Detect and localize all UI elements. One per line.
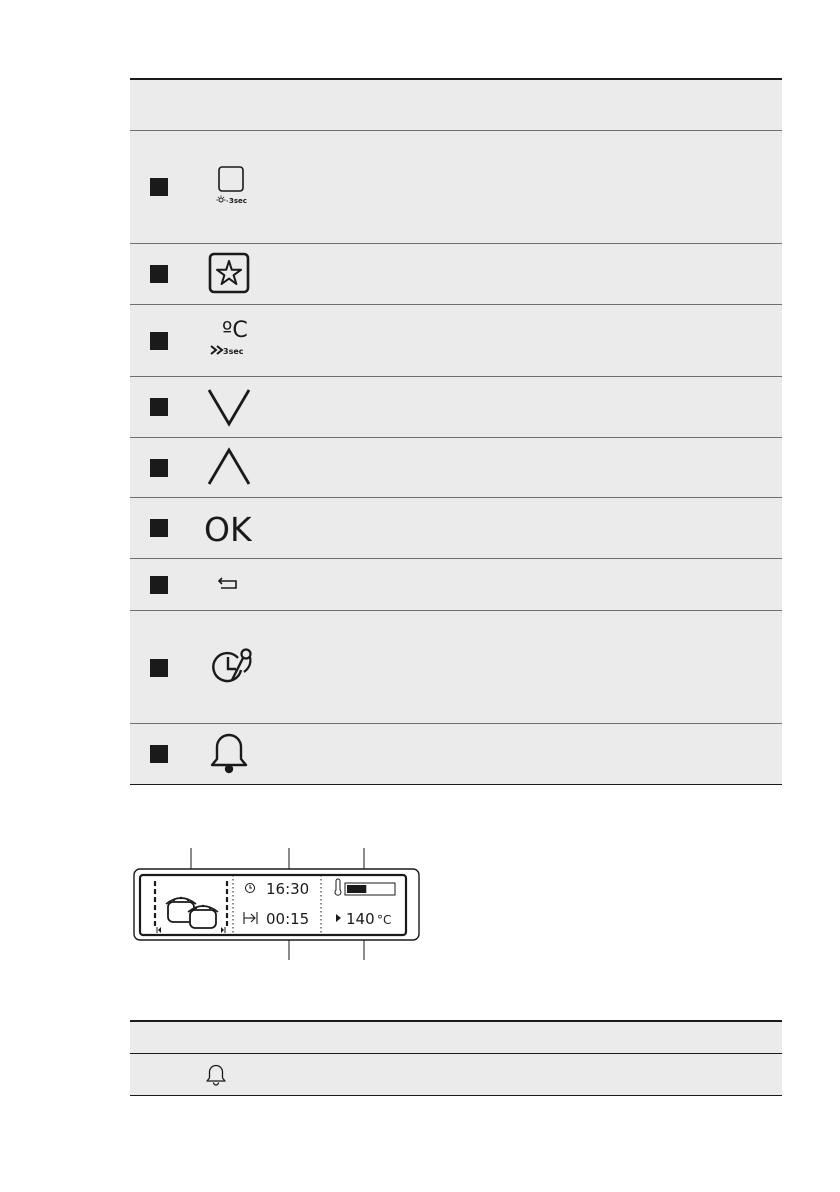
row-marker xyxy=(150,398,168,416)
table-row xyxy=(130,438,782,498)
table-row xyxy=(130,1054,782,1096)
ok-icon xyxy=(204,504,256,552)
row-marker xyxy=(150,459,168,477)
bell-icon xyxy=(208,729,256,777)
temperature-unit: °C xyxy=(377,913,392,927)
row-marker xyxy=(150,519,168,537)
back-arrow-icon xyxy=(208,561,256,609)
celsius-label: ºC xyxy=(222,318,248,343)
table-row xyxy=(130,611,782,724)
table-row xyxy=(130,498,782,559)
up-arrow-icon xyxy=(208,443,256,491)
clock-time: 16:30 xyxy=(266,880,310,898)
oven-display-diagram xyxy=(120,848,420,958)
temperature-celsius-icon xyxy=(208,315,256,363)
heat-level-fill xyxy=(347,885,366,893)
light-touch-icon xyxy=(208,161,256,209)
table-header xyxy=(130,1020,782,1054)
row-marker xyxy=(150,332,168,350)
row-marker xyxy=(150,178,168,196)
row-marker xyxy=(150,576,168,594)
icon-label: 3sec xyxy=(223,347,244,356)
table-row xyxy=(130,244,782,305)
control-panel-table xyxy=(130,78,782,785)
duration-time: 00:15 xyxy=(266,910,310,928)
row-marker xyxy=(150,265,168,283)
table-row xyxy=(130,305,782,377)
indicator-table xyxy=(130,1020,782,1096)
clock-options-icon xyxy=(208,644,256,692)
table-header xyxy=(130,78,782,131)
row-marker xyxy=(150,659,168,677)
ok-label: OK xyxy=(204,510,252,549)
table-row xyxy=(130,377,782,438)
table-row xyxy=(130,131,782,244)
down-arrow-icon xyxy=(208,383,256,431)
favourite-star-icon xyxy=(208,250,256,298)
row-marker xyxy=(150,745,168,763)
table-row xyxy=(130,724,782,785)
bell-icon xyxy=(204,1063,228,1087)
table-row xyxy=(130,559,782,611)
icon-label: 3sec xyxy=(229,197,247,205)
temperature-value: 140 xyxy=(346,910,375,928)
